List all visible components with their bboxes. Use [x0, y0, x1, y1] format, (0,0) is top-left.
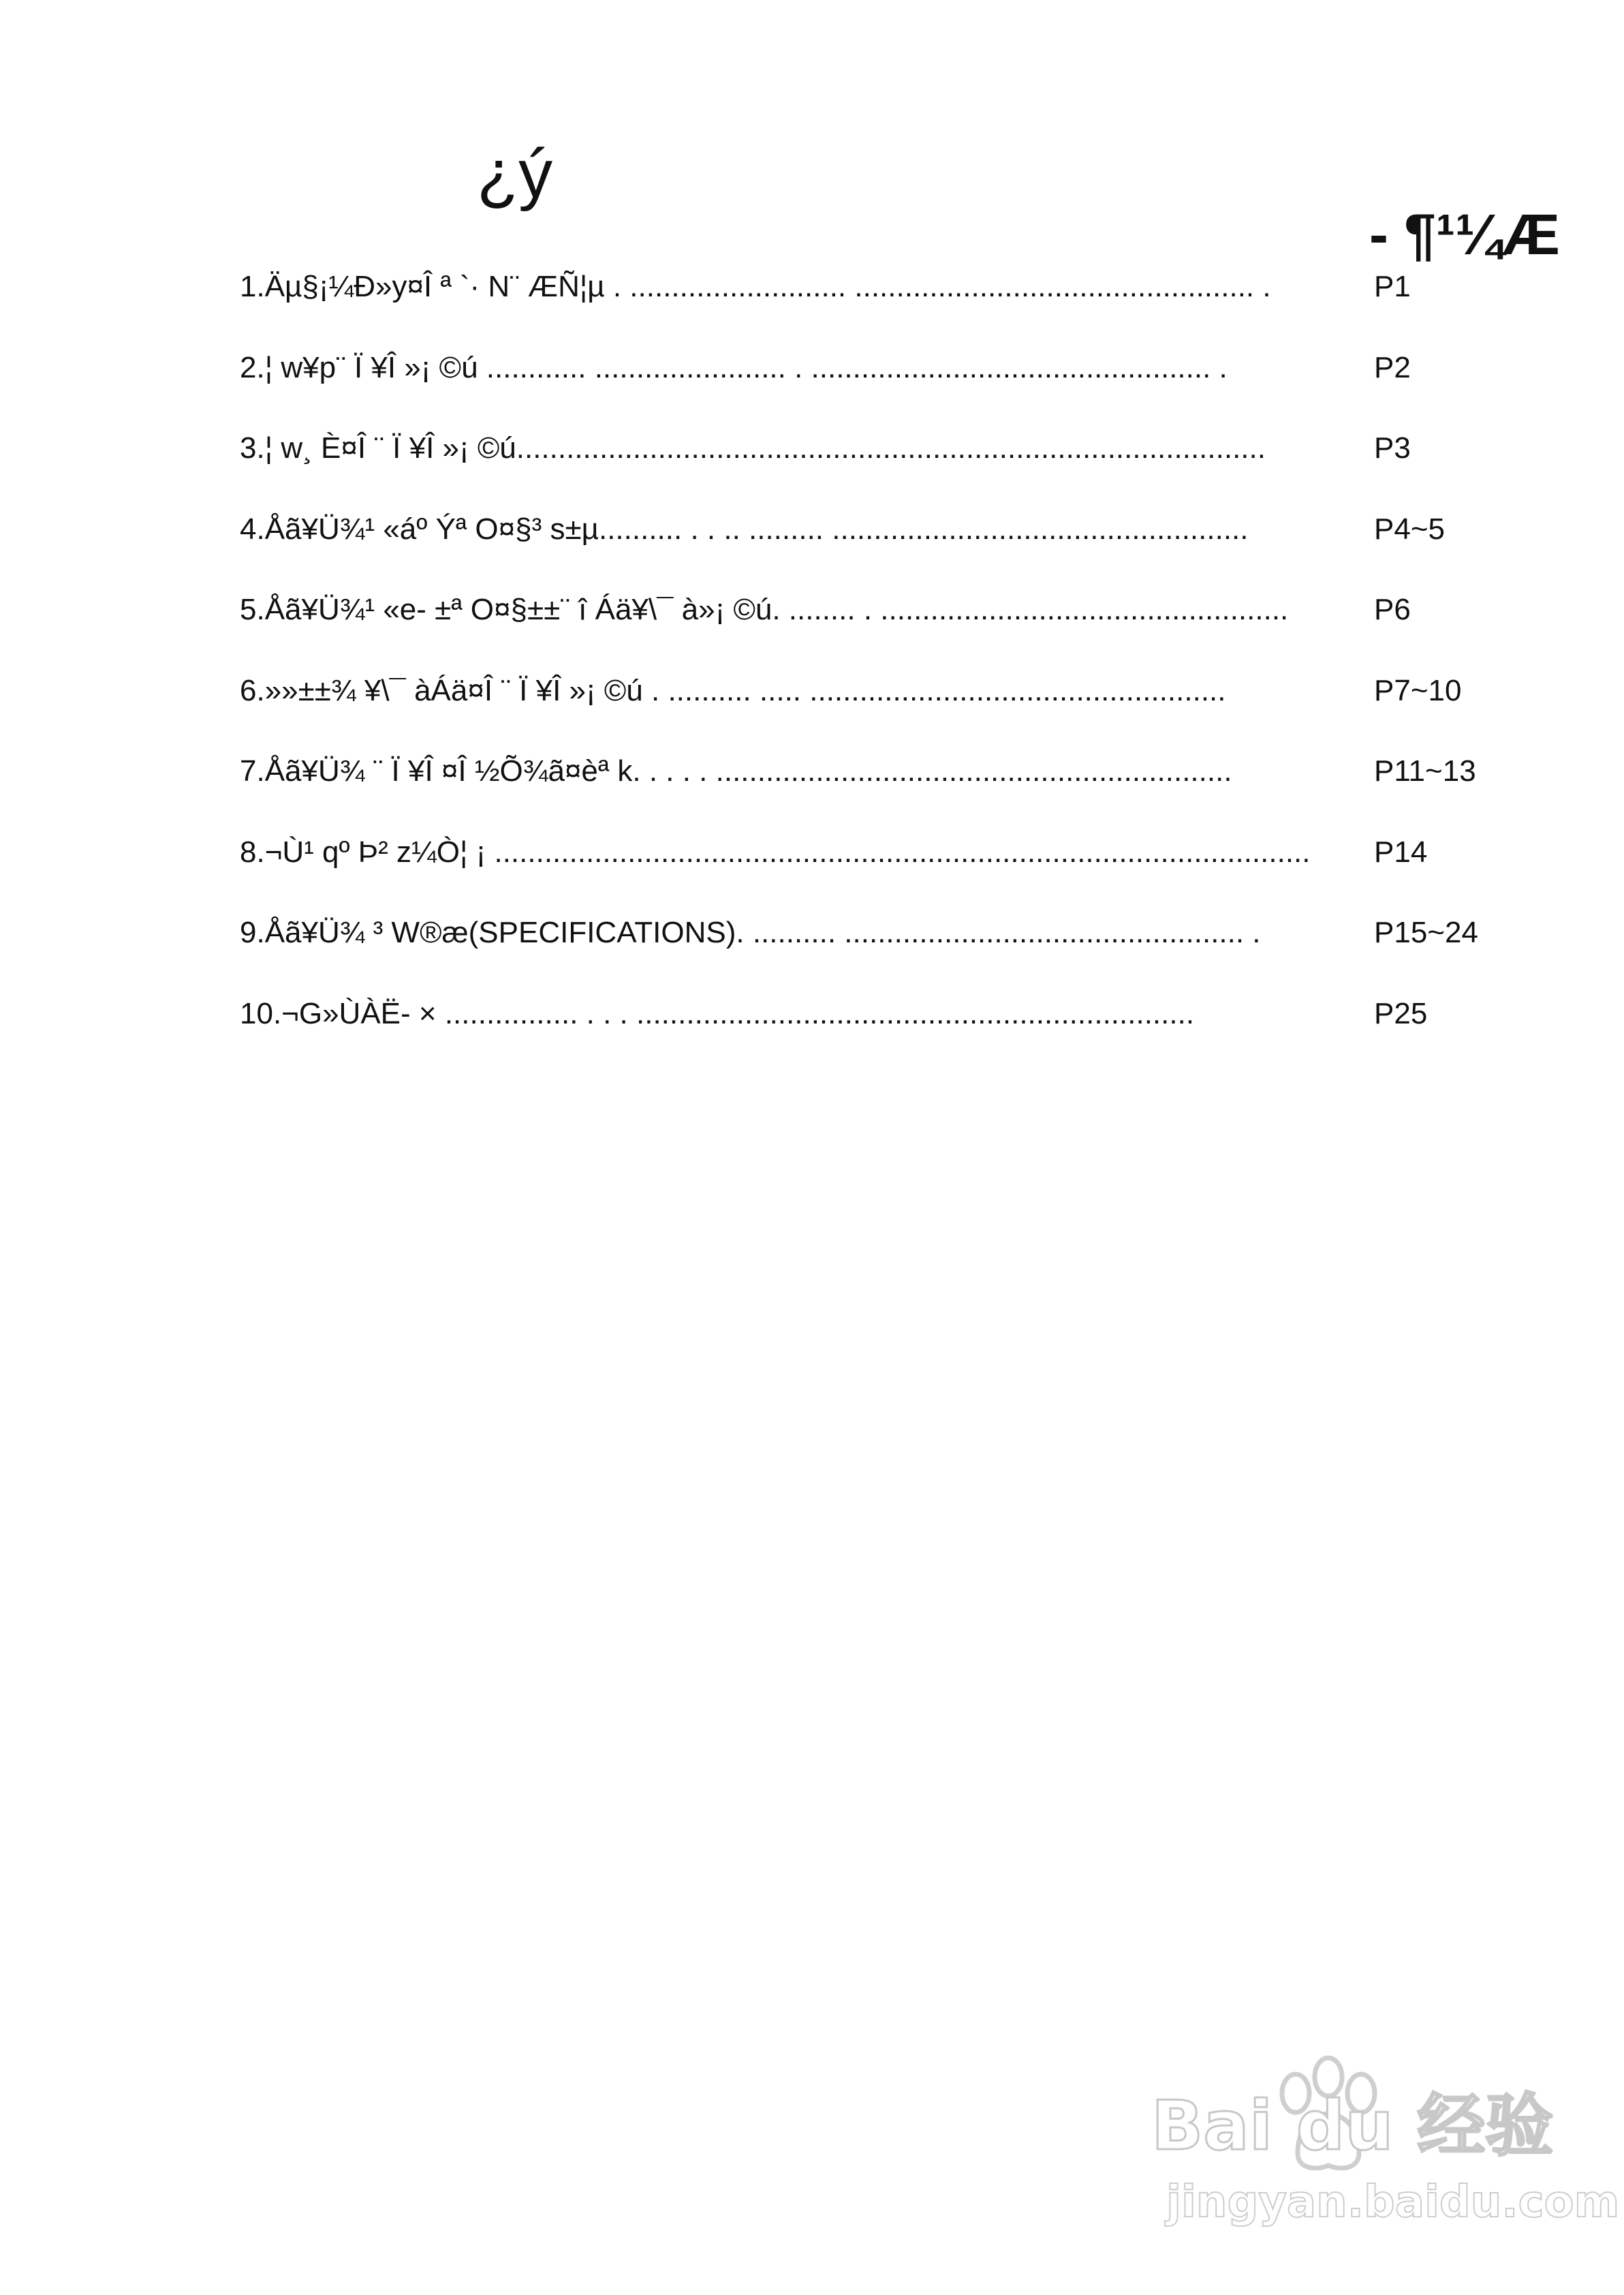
toc-entry-label: 10.¬G»ÙÀË- × ................ . . . ...................................................................: [240, 996, 1195, 1030]
toc-entry-page: P1: [1374, 270, 1411, 303]
toc-entry-label: 1.Äµ§¡¼Ð»y¤Î ª `· N¨ ÆÑ¦µ . .......................... ................................................ .: [240, 270, 1271, 303]
watermark-url: jingyan.baidu.com: [1166, 2177, 1620, 2228]
toc-entry-page: P3: [1374, 431, 1411, 465]
document-title: ¿ý: [477, 136, 553, 212]
toc-entry-page: P11~13: [1374, 754, 1476, 788]
toc-entry-label: 9.Åã¥Ü¾ ³ W®æ(SPECIFICATIONS). .......... ................................................ .: [240, 916, 1261, 949]
toc-entry-label: 6.»»±±¾ ¥\¯ àÁä¤Î ¨ Ï ¥Î »¡ ©ú . .......... ..... ..................................................: [240, 673, 1226, 707]
toc-entry: [240, 672, 1507, 753]
toc-entry: [240, 752, 1507, 833]
toc-entry-page: P14: [1374, 835, 1428, 869]
toc-entry: [240, 349, 1507, 430]
toc-entry-page: P7~10: [1374, 673, 1462, 707]
baidu-jingyan-watermark: [1151, 2051, 1620, 2249]
toc-entry-label: 4.Åã¥Ü¾¹ «áº Ýª O¤§³ s±µ.......... . . .. ......... ..................................................: [240, 512, 1249, 546]
toc-entry-page: P6: [1374, 593, 1411, 626]
toc-entry: [240, 510, 1507, 591]
toc-entry: [240, 995, 1507, 1076]
toc-entry-page: P25: [1374, 996, 1428, 1030]
watermark-brand: Bai du 经验: [1151, 2086, 1554, 2166]
toc-entry-label: 5.Åã¥Ü¾¹ «e- ±ª O¤§±±¨ î Áä¥\¯ à»¡ ©ú. ........ . .................................................: [240, 593, 1289, 626]
toc-entry-label: 2.¦ w¥p¨ Ï ¥Î »¡ ©ú ............ ....................... . ................................................ .: [240, 350, 1228, 384]
toc-entry-page: P4~5: [1374, 512, 1445, 546]
toc-entry-label: 3.¦ w¸ È¤Î ¨ Ï ¥Î »¡ ©ú..........................................................................................: [240, 431, 1266, 465]
toc-entry: [240, 429, 1507, 510]
toc-entry-page: P15~24: [1374, 916, 1478, 949]
toc-entry-label: 7.Åã¥Ü¾ ¨ Ï ¥Î ¤Î ½Õ¾ã¤èª k. . . . . ..............................................................: [240, 754, 1232, 788]
table-of-contents: [240, 268, 1507, 1075]
toc-entry: [240, 268, 1507, 349]
page-number-column-header: - ¶¹¼Æ: [1369, 202, 1561, 266]
toc-entry-page: P2: [1374, 350, 1411, 384]
toc-entry-label: 8.¬Ù¹ qº Þ² z¼Ò¦ ¡ ..................................................................................................: [240, 835, 1311, 869]
toc-entry: [240, 914, 1507, 995]
toc-entry: [240, 833, 1507, 914]
toc-entry: [240, 591, 1507, 672]
